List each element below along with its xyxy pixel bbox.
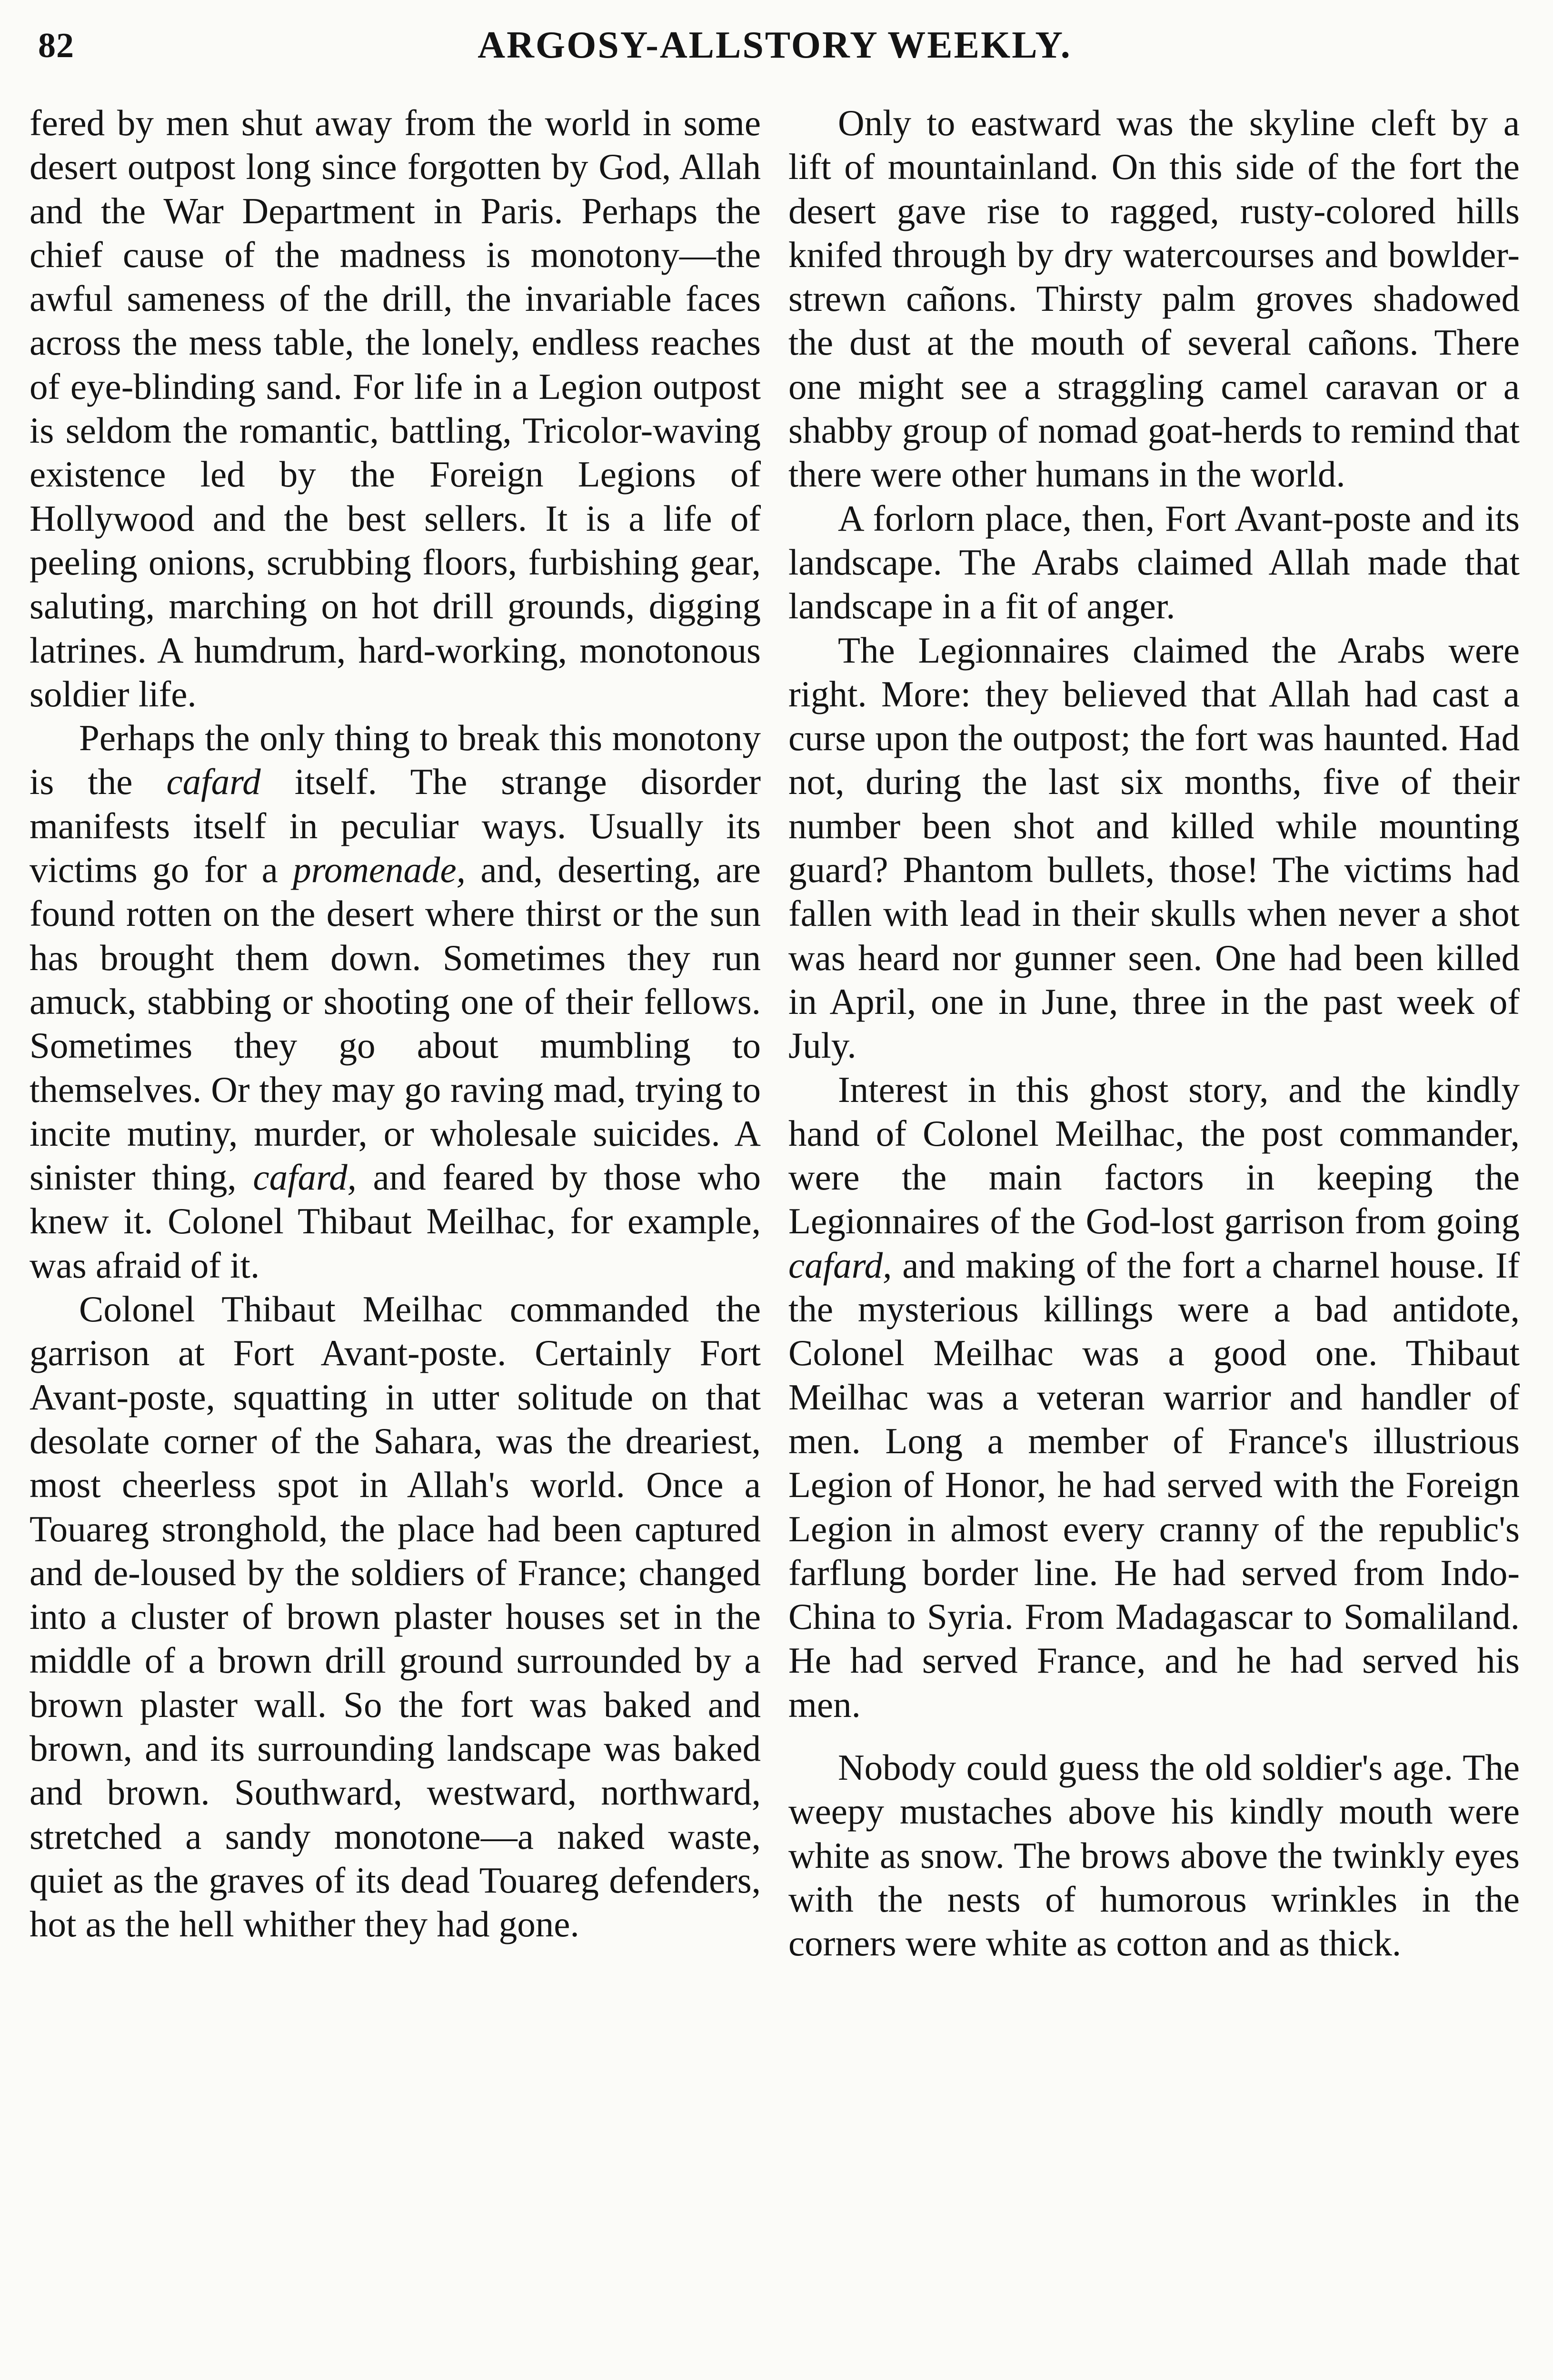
left-column [30,101,761,2380]
left-paragraph-2-text-e: and, deserting, are found rotten on the desert where thirst or the sun has brought them down. Sometimes they run amuck, stabbing or shooting one of their fellows. Sometimes they go about mumbling to themselves. Or they may go raving mad, trying to incite mutiny, murder, or wholesale suicides. A sinister thing, [30,849,761,1198]
right-paragraph-4 [788,1068,1520,1726]
left-paragraph-2 [30,716,761,1287]
italic-promenade: promenade, [293,849,466,891]
right-paragraph-2: A forlorn place, then, Fort Avant-poste and its landscape. The Arabs claimed Allah made that landscape in a fit of anger. [788,497,1520,627]
left-paragraph-3: Colonel Thibaut Meilhac commanded the garrison at Fort Avant-poste. Certainly Fort Avant-poste, squatting in utter solitude on that desolate corner of the Sahara, was the dreariest, most cheerless spot in Allah's world. Once a Touareg stronghold, the place had been captured and de-loused by the soldiers of France; changed into a cluster of brown plaster houses set in the middle of a brown drill ground surrounded by a brown plaster wall. So the fort was baked and brown, and its surrounding landscape was baked and brown. Southward, westward, northward, stretched a sandy monotone—a naked waste, quiet as the graves of its dead Touareg defenders, hot as the hell whither they had gone. [30,1289,761,1945]
italic-cafard-2: cafard, [253,1157,357,1198]
italic-cafard-3: cafard, [788,1244,892,1286]
right-paragraph-1: Only to eastward was the skyline cleft by a lift of mountainland. On this side of the fort the desert gave rise to ragged, rusty-colored hills knifed through by dry watercourses and bowlder-strewn cañons. Thirsty palm groves shadowed the dust at the mouth of several cañons. There one might see a straggling camel caravan or a shabby group of nomad goat-herds to remind that there were other humans in the world. [788,102,1520,495]
left-paragraph-2-text-g: and feared by those who knew it. Colonel Thibaut Meilhac, for example, was afraid of it. [30,1157,761,1286]
italic-cafard-1: cafard [166,761,261,803]
right-column [788,101,1520,2380]
page-number: 82 [38,26,74,65]
right-paragraph-3: The Legionnaires claimed the Arabs were right. More: they believed that Allah had cast a curse upon the outpost; the fort was haunted. Had not, during the last six months, five of their number been shot and killed while mounting guard? Phantom bullets, those! The victims had fallen with lead in their skulls when never a shot was heard nor gunner seen. One had been killed in April, one in June, three in the past week of July. [788,629,1520,1066]
left-paragraph-2-text-a: Perhaps the only thing to break this monotony is the [30,717,761,803]
left-paragraph-1: fered by men shut away from the world in some desert outpost long since forgotten by God, Allah and the War Department in Paris. Perhaps the chief cause of the madness is monotony—the awful sameness of the drill, the invariable faces across the mess table, the lonely, endless reaches of eye-blinding sand. For life in a Legion outpost is seldom the romantic, battling, Tricolor-waving existence led by the Foreign Legions of Hollywood and the best sellers. It is a life of peeling onions, scrubbing floors, furbishing gear, saluting, marching on hot drill grounds, digging latrines. A humdrum, hard-working, monotonous soldier life. [30,102,761,714]
right-paragraph-4-text-a: Interest in this ghost story, and the kindly hand of Colonel Meilhac, the post commander, were the main factors in keeping the Legionnaires of the God-lost garrison from going [788,1069,1520,1242]
right-paragraph-5: Nobody could guess the old soldier's age. The weepy mustaches above his kindly mouth were white as snow. The brows above the twinkly eyes with the nests of humorous wrinkles in the corners were white as cotton and as thick. [788,1746,1520,1964]
page-header [30,14,1520,86]
right-paragraph-4-text-c: and making of the fort a charnel house. If the mysterious killings were a bad antidote, Colonel Meilhac was a good one. Thibaut Meilhac was a veteran warrior and handler of men. Long a member of France's illustrious Legion of Honor, he had served with the Foreign Legion in almost every cranny of the republic's farflung border line. He had served from Indo-China to Syria. From Madagascar to Somaliland. He had served France, and he had served his men. [788,1244,1520,1725]
text-columns [30,101,1520,2380]
running-title: ARGOSY-ALLSTORY WEEKLY. [478,24,1072,66]
left-paragraph-2-text-c: itself. The strange disorder manifests itself in peculiar ways. Usually its victims go for a [30,761,761,891]
